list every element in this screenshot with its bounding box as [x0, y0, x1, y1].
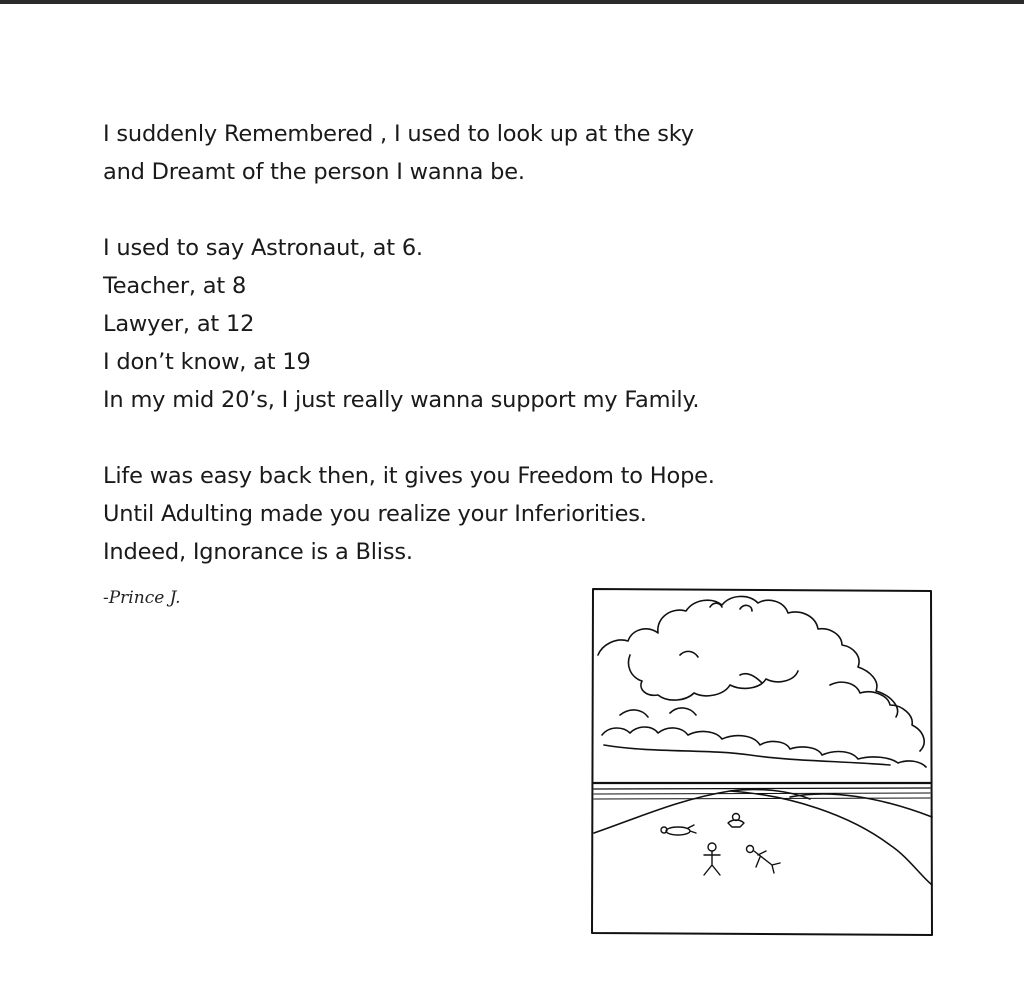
frame — [592, 589, 932, 935]
cloud-curl — [680, 651, 762, 683]
poem-line: Indeed, Ignorance is a Bliss. — [103, 539, 413, 565]
poem-line: Teacher, at 8 — [103, 273, 247, 299]
poem — [103, 115, 863, 571]
hill-left — [594, 789, 810, 833]
cloud-tuft — [710, 603, 752, 611]
top-border — [0, 0, 1024, 4]
cloud-lower-edge — [604, 745, 890, 765]
figure-1 — [661, 825, 696, 835]
figure-2 — [728, 814, 744, 828]
stanza-1 — [103, 115, 863, 191]
cloud-upper — [598, 596, 898, 717]
figure-4 — [747, 846, 781, 874]
signature: -Prince J. — [103, 588, 181, 608]
sky-illustration — [590, 585, 934, 937]
poem-line: Until Adulting made you realize your Inferiorities. — [103, 501, 647, 527]
poem-line: Life was easy back then, it gives you Freedom to Hope. — [103, 463, 715, 489]
poem-line: In my mid 20’s, I just really wanna support my Family. — [103, 387, 700, 413]
poem-line: I used to say Astronaut, at 6. — [103, 235, 423, 261]
figure-3 — [704, 843, 720, 875]
stanza-3 — [103, 457, 863, 571]
sea-line — [594, 798, 930, 799]
cloud-upper-detail — [629, 655, 799, 700]
poem-line: I don’t know, at 19 — [103, 349, 311, 375]
cloud-lower — [602, 727, 926, 767]
poem-line: I suddenly Remembered , I used to look up at the sky — [103, 121, 694, 147]
stanza-2 — [103, 229, 863, 419]
ground-slope — [730, 791, 932, 885]
poem-line: and Dreamt of the person I wanna be. — [103, 159, 525, 185]
poem-line: Lawyer, at 12 — [103, 311, 255, 337]
